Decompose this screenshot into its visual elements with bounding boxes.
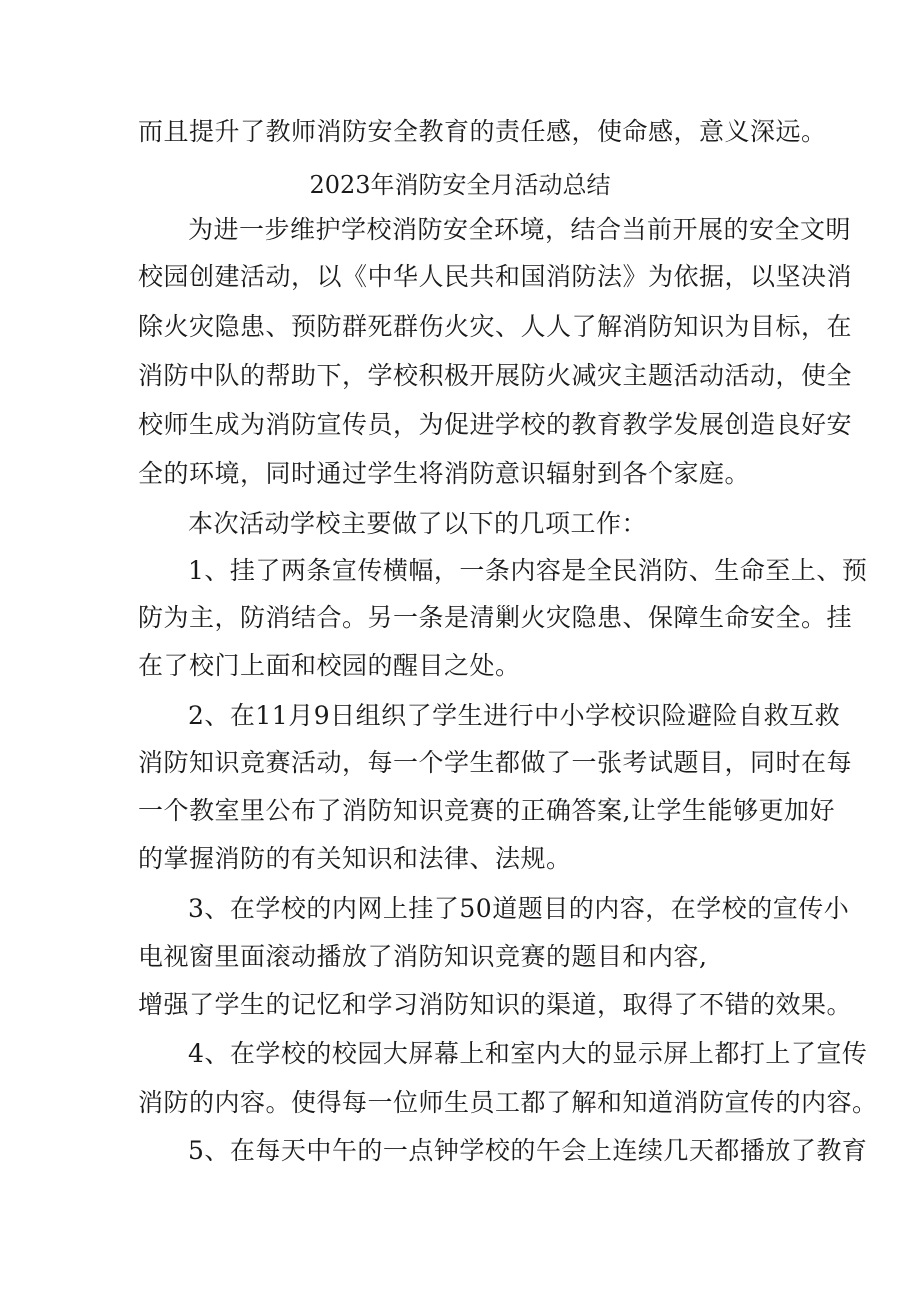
paragraph-line: 消防中队的帮助下，学校积极开展防火减灾主题活动活动，使全 bbox=[138, 361, 853, 390]
paragraph-line: 除火灾隐患、预防群死群伤火灾、人人了解消防知识为目标，在 bbox=[138, 312, 853, 341]
paragraph-line: 消防知识竞赛活动，每一个学生都做了一张考试题目，同时在每 bbox=[138, 748, 853, 777]
document-title: 2023年消防安全月活动总结 bbox=[309, 171, 611, 199]
paragraph-line: 增强了学生的记忆和学习消防知识的渠道，取得了不错的效果。 bbox=[138, 990, 853, 1019]
paragraph-line: 为进一步维护学校消防安全环境，结合当前开展的安全文明 bbox=[188, 215, 852, 244]
paragraph-line: 在了校门上面和校园的醒目之处。 bbox=[138, 651, 521, 680]
paragraph-line: 防为主，防消结合。另一条是清剿火灾隐患、保障生命安全。挂 bbox=[138, 603, 853, 632]
paragraph-line: 4、在学校的校园大屏幕上和室内大的显示屏上都打上了宣传 bbox=[188, 1039, 868, 1068]
paragraph-line: 而且提升了教师消防安全教育的责任感，使命感，意义深远。 bbox=[138, 117, 827, 146]
paragraph-line: 1、挂了两条宣传横幅，一条内容是全民消防、生命至上、预 bbox=[188, 556, 868, 585]
paragraph-line: 全的环境，同时通过学生将消防意识辐射到各个家庭。 bbox=[138, 459, 751, 488]
paragraph-line: 一个教室里公布了消防知识竞赛的正确答案,让学生能够更加好 bbox=[138, 796, 835, 825]
paragraph-line: 校师生成为消防宣传员，为促进学校的教育教学发展创造良好安 bbox=[138, 410, 853, 439]
paragraph-line: 的掌握消防的有关知识和法律、法规。 bbox=[138, 844, 572, 873]
paragraph-line: 校园创建活动，以《中华人民共和国消防法》为依据，以坚决消 bbox=[138, 262, 853, 291]
paragraph-line: 本次活动学校主要做了以下的几项工作： bbox=[188, 509, 648, 538]
paragraph-line: 5、在每天中午的一点钟学校的午会上连续几天都播放了教育 bbox=[188, 1136, 868, 1165]
paragraph-line: 3、在学校的内网上挂了50道题目的内容，在学校的宣传小 bbox=[188, 894, 850, 923]
paragraph-line: 2、在11月9日组织了学生进行中小学校识险避险自救互救 bbox=[188, 701, 841, 730]
paragraph-line: 消防的内容。使得每一位师生员工都了解和知道消防宣传的内容。 bbox=[138, 1088, 878, 1117]
paragraph-line: 电视窗里面滚动播放了消防知识竞赛的题目和内容, bbox=[138, 942, 708, 971]
